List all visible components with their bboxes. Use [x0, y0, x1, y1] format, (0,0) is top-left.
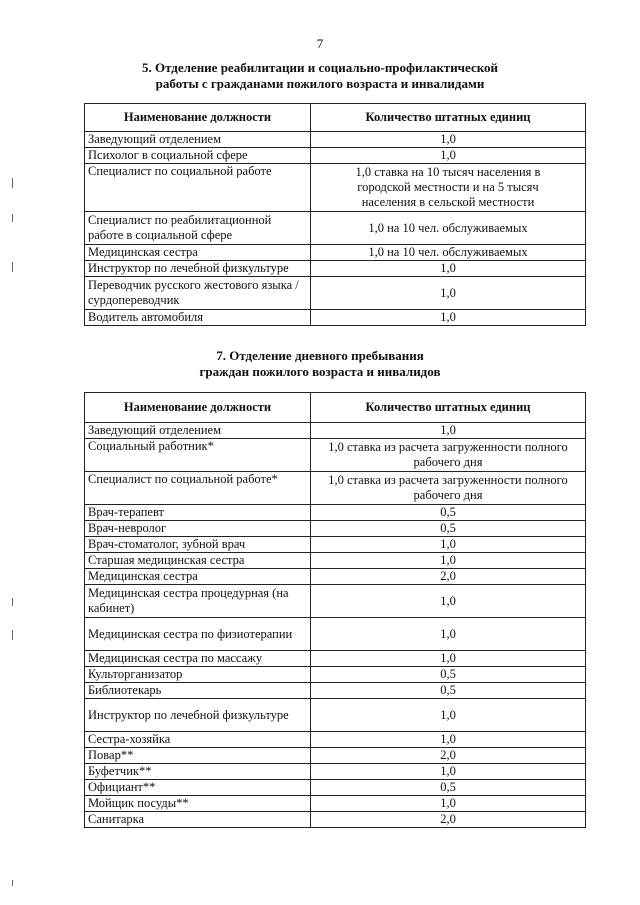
section7-title-line2: граждан пожилого возраста и инвалидов	[199, 364, 441, 379]
position-name: Врач-терапевт	[85, 505, 311, 521]
table-row	[85, 553, 586, 569]
section5-heading	[0, 60, 640, 92]
position-count: 1,0 на 10 чел. обслуживаемых	[311, 245, 586, 261]
table-row	[85, 164, 586, 212]
page-number: 7	[316, 36, 324, 51]
position-name: Медицинская сестра процедурная (на кабинет)	[85, 585, 311, 618]
table-row	[85, 132, 586, 148]
position-count: 1,0	[311, 732, 586, 748]
scan-mark	[12, 598, 13, 606]
position-name: Культорганизатор	[85, 667, 311, 683]
table-row	[85, 780, 586, 796]
position-count: 0,5	[311, 683, 586, 699]
section7-col-name-header: Наименование должности	[85, 393, 311, 423]
position-count: 1,0	[311, 618, 586, 651]
position-count: 1,0	[311, 585, 586, 618]
position-count: 1,0 ставка из расчета загруженности полного рабочего дня	[311, 439, 586, 472]
position-count: 1,0	[311, 148, 586, 164]
section5-title-line1: 5. Отделение реабилитации и социально-профилактической	[141, 60, 499, 75]
position-count: 1,0	[311, 537, 586, 553]
section5-title-line2: работы с гражданами пожилого возраста и инвалидами	[155, 76, 485, 91]
table-row	[85, 764, 586, 780]
table-row	[85, 439, 586, 472]
position-name: Социальный работник*	[85, 439, 311, 472]
position-name: Санитарка	[85, 812, 311, 828]
position-name: Медицинская сестра	[85, 245, 311, 261]
position-count: 1,0	[311, 699, 586, 732]
table-row	[85, 148, 586, 164]
section7-heading	[0, 348, 640, 380]
position-count: 1,0	[311, 651, 586, 667]
position-name: Врач-стоматолог, зубной врач	[85, 537, 311, 553]
position-name: Медицинская сестра	[85, 569, 311, 585]
section5-col-name-header: Наименование должности	[85, 104, 311, 132]
position-name: Психолог в социальной сфере	[85, 148, 311, 164]
position-count: 0,5	[311, 521, 586, 537]
position-name: Официант**	[85, 780, 311, 796]
table-row	[85, 245, 586, 261]
position-name: Водитель автомобиля	[85, 310, 311, 326]
position-name: Специалист по социальной работе*	[85, 472, 311, 505]
position-count: 1,0	[311, 261, 586, 277]
table-row	[85, 277, 586, 310]
position-count: 0,5	[311, 505, 586, 521]
table-row	[85, 569, 586, 585]
table-row	[85, 310, 586, 326]
table-row	[85, 699, 586, 732]
position-count: 0,5	[311, 780, 586, 796]
section5-table	[84, 103, 586, 326]
position-name: Библиотекарь	[85, 683, 311, 699]
table-row	[85, 618, 586, 651]
table-row	[85, 683, 586, 699]
position-count: 1,0 ставка на 10 тысяч населения в городской местности и на 5 тысяч населения в сельской местности	[311, 164, 586, 212]
table-row	[85, 472, 586, 505]
table-row	[85, 212, 586, 245]
section7-title-line1: 7. Отделение дневного пребывания	[216, 348, 424, 363]
position-count: 2,0	[311, 748, 586, 764]
position-name: Врач-невролог	[85, 521, 311, 537]
position-name: Медицинская сестра по физиотерапии	[85, 618, 311, 651]
position-count: 1,0	[311, 553, 586, 569]
position-name: Инструктор по лечебной физкультуре	[85, 699, 311, 732]
position-name: Специалист по социальной работе	[85, 164, 311, 212]
scan-mark	[12, 880, 13, 886]
scan-mark	[12, 214, 13, 222]
table-row	[85, 261, 586, 277]
position-count: 1,0	[311, 423, 586, 439]
scan-mark	[12, 178, 13, 188]
position-name: Заведующий отделением	[85, 423, 311, 439]
table-row	[85, 796, 586, 812]
scan-mark	[12, 630, 13, 640]
position-name: Повар**	[85, 748, 311, 764]
table-row	[85, 651, 586, 667]
scan-mark	[12, 262, 13, 272]
table-row	[85, 748, 586, 764]
position-count: 1,0	[311, 132, 586, 148]
position-name: Переводчик русского жестового языка / сурдопереводчик	[85, 277, 311, 310]
section7-table	[84, 392, 586, 828]
position-count: 1,0	[311, 310, 586, 326]
table-row	[85, 521, 586, 537]
section5-col-count-header: Количество штатных единиц	[311, 104, 586, 132]
table-row	[85, 423, 586, 439]
position-count: 1,0 ставка из расчета загруженности полного рабочего дня	[311, 472, 586, 505]
position-count: 2,0	[311, 812, 586, 828]
table-row	[85, 505, 586, 521]
position-name: Заведующий отделением	[85, 132, 311, 148]
table-row	[85, 732, 586, 748]
position-name: Сестра-хозяйка	[85, 732, 311, 748]
position-count: 1,0	[311, 796, 586, 812]
position-name: Инструктор по лечебной физкультуре	[85, 261, 311, 277]
position-name: Медицинская сестра по массажу	[85, 651, 311, 667]
table-row	[85, 537, 586, 553]
position-count: 1,0	[311, 764, 586, 780]
position-name: Старшая медицинская сестра	[85, 553, 311, 569]
position-name: Мойщик посуды**	[85, 796, 311, 812]
table-row	[85, 667, 586, 683]
section7-col-count-header: Количество штатных единиц	[311, 393, 586, 423]
position-name: Буфетчик**	[85, 764, 311, 780]
table-row	[85, 585, 586, 618]
position-count: 1,0 на 10 чел. обслуживаемых	[311, 212, 586, 245]
position-count: 1,0	[311, 277, 586, 310]
position-count: 0,5	[311, 667, 586, 683]
position-count: 2,0	[311, 569, 586, 585]
table-row	[85, 812, 586, 828]
position-name: Специалист по реабилитационной работе в социальной сфере	[85, 212, 311, 245]
